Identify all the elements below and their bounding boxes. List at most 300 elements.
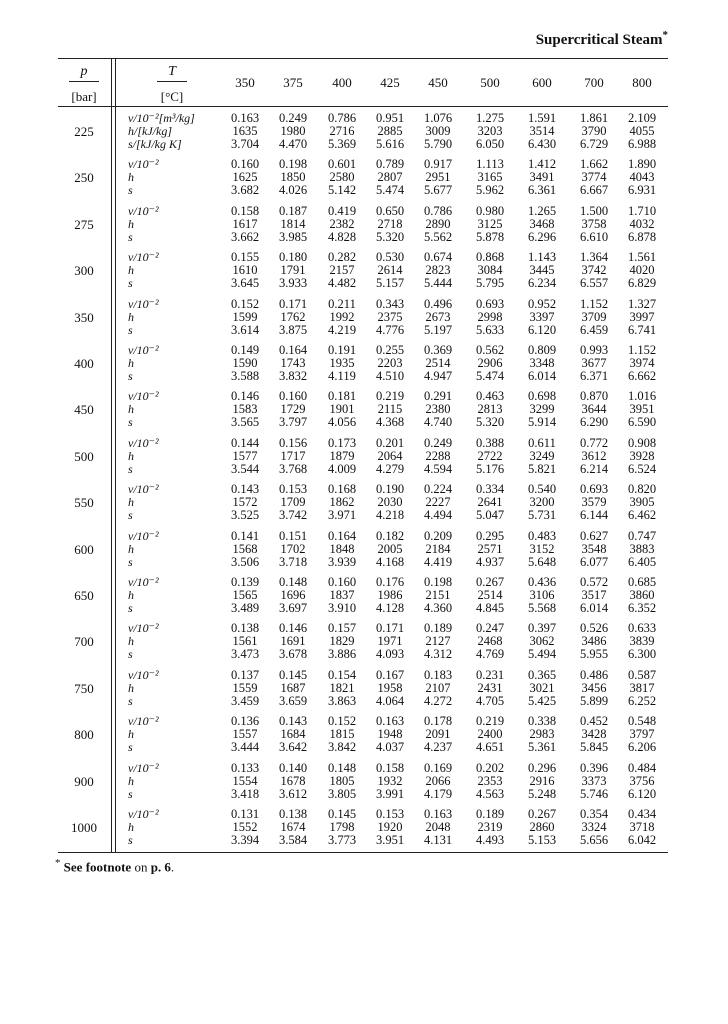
table-cell: 4.279 (375, 461, 405, 476)
table-cell: 3.886 (327, 647, 357, 662)
table-cell: 2127 (425, 634, 451, 649)
table-cell: 2673 (425, 309, 451, 324)
table-cell: 1635 (232, 124, 258, 138)
table-cell: 0.587 (627, 667, 657, 682)
table-cell: 0.952 (527, 296, 557, 311)
pressure-value: 250 (74, 170, 94, 186)
temperature-column-header: 425 (380, 75, 400, 90)
table-cell: 3790 (581, 124, 607, 138)
table-cell: 3839 (629, 634, 655, 649)
table-cell: 3.985 (278, 229, 308, 244)
table-cell: 0.434 (627, 807, 657, 821)
table-cell: 3928 (629, 448, 655, 463)
table-cell: 0.388 (475, 435, 505, 450)
table-cell: 1901 (329, 402, 355, 417)
property-label: s (128, 276, 133, 291)
table-cell: 5.878 (475, 229, 505, 244)
table-cell: 1702 (280, 541, 306, 556)
table-cell: 0.139 (230, 575, 260, 589)
table-cell: 4.470 (278, 137, 308, 151)
table-cell: 1583 (232, 402, 258, 417)
table-cell: 3.565 (230, 415, 260, 430)
table-cell: 0.917 (423, 157, 453, 172)
table-cell: 6.371 (579, 369, 609, 383)
table-cell: 0.148 (278, 575, 308, 589)
table-cell: 3.459 (230, 693, 260, 708)
table-cell: 0.674 (423, 250, 453, 265)
table-cell: 3084 (477, 263, 503, 278)
table-cell: 5.425 (527, 693, 557, 708)
table-cell: 3.418 (230, 786, 260, 801)
column-divider-left (111, 58, 112, 852)
table-cell: 3348 (529, 356, 555, 370)
table-cell: 0.149 (230, 343, 260, 357)
property-label: v/10⁻²[m³/kg] (128, 111, 195, 125)
table-cell: 1554 (232, 773, 258, 788)
table-cell: 3514 (529, 124, 555, 138)
table-cell: 2890 (425, 216, 451, 231)
table-cell: 3677 (581, 356, 607, 370)
table-cell: 3.805 (327, 786, 357, 801)
table-cell: 0.137 (230, 667, 260, 682)
table-cell: 5.142 (327, 183, 357, 198)
table-cell: 3517 (581, 588, 607, 602)
table-cell: 5.795 (475, 276, 505, 291)
table-cell: 3.773 (327, 833, 357, 847)
table-cell: 0.152 (230, 296, 260, 311)
pressure-symbol: p (80, 64, 88, 79)
table-cell: 2514 (425, 356, 451, 370)
table-cell: 3.704 (230, 137, 260, 151)
table-cell: 3.394 (230, 833, 260, 847)
property-label: v/10⁻² (128, 621, 159, 636)
table-cell: 2030 (377, 495, 403, 510)
property-label: v/10⁻² (128, 296, 159, 311)
table-cell: 0.201 (375, 435, 405, 450)
table-cell: 4.128 (375, 601, 405, 615)
table-cell: 6.524 (627, 461, 657, 476)
table-cell: 4.510 (375, 369, 405, 383)
table-cell: 0.189 (423, 621, 453, 636)
table-cell: 2107 (425, 680, 451, 695)
table-cell: 0.247 (475, 621, 505, 636)
table-cell: 2860 (529, 820, 555, 834)
table-cell: 0.463 (475, 389, 505, 404)
table-cell: 0.369 (423, 343, 453, 357)
table-cell: 2064 (377, 448, 403, 463)
table-cell: 0.168 (327, 482, 357, 497)
property-label: s (128, 369, 133, 383)
table-cell: 1691 (280, 634, 306, 649)
table-cell: 1565 (232, 588, 258, 602)
table-cell: 0.178 (423, 714, 453, 729)
table-cell: 6.234 (527, 276, 557, 291)
table-cell: 1837 (329, 588, 355, 602)
table-cell: 0.786 (327, 111, 357, 125)
table-cell: 5.157 (375, 276, 405, 291)
table-cell: 1.327 (627, 296, 657, 311)
table-cell: 1980 (280, 124, 306, 138)
table-cell: 0.436 (527, 575, 557, 589)
table-cell: 6.361 (527, 183, 557, 198)
table-cell: 1986 (377, 588, 403, 602)
property-label: s (128, 322, 133, 337)
table-cell: 0.153 (278, 482, 308, 497)
table-cell: 6.741 (627, 322, 657, 337)
table-cell: 0.209 (423, 528, 453, 543)
table-cell: 0.140 (278, 760, 308, 775)
pressure-rule (69, 81, 99, 82)
table-cell: 6.662 (627, 369, 657, 383)
table-cell: 0.157 (327, 621, 357, 636)
table-cell: 5.248 (527, 786, 557, 801)
table-cell: 2319 (477, 820, 503, 834)
table-cell: 3612 (581, 448, 607, 463)
table-cell: 2203 (377, 356, 403, 370)
table-cell: 0.191 (327, 343, 357, 357)
table-cell: 0.231 (475, 667, 505, 682)
table-cell: 0.267 (527, 807, 557, 821)
property-label: h (128, 402, 134, 417)
table-cell: 1678 (280, 773, 306, 788)
table-cell: 0.772 (579, 435, 609, 450)
table-cell: 3817 (629, 680, 655, 695)
table-cell: 3.678 (278, 647, 308, 662)
table-cell: 0.786 (423, 203, 453, 218)
table-cell: 2823 (425, 263, 451, 278)
table-cell: 0.249 (278, 111, 308, 125)
table-cell: 6.290 (579, 415, 609, 430)
table-cell: 2353 (477, 773, 503, 788)
table-cell: 6.430 (527, 137, 557, 151)
table-cell: 3491 (529, 170, 555, 185)
table-cell: 0.198 (423, 575, 453, 589)
table-cell: 2151 (425, 588, 451, 602)
table-cell: 4043 (629, 170, 655, 185)
table-cell: 0.160 (230, 157, 260, 172)
table-cell: 0.151 (278, 528, 308, 543)
table-cell: 1.561 (627, 250, 657, 265)
table-cell: 3106 (529, 588, 555, 602)
table-cell: 0.484 (627, 760, 657, 775)
table-cell: 1971 (377, 634, 403, 649)
table-cell: 0.483 (527, 528, 557, 543)
table-cell: 0.181 (327, 389, 357, 404)
footnote-middle: on (134, 859, 148, 875)
table-cell: 0.146 (230, 389, 260, 404)
table-cell: 2005 (377, 541, 403, 556)
table-cell: 5.197 (423, 322, 453, 337)
table-cell: 5.320 (475, 415, 505, 430)
table-cell: 5.361 (527, 740, 557, 755)
table-cell: 0.820 (627, 482, 657, 497)
table-cell: 3.718 (278, 554, 308, 569)
property-label: s (128, 833, 133, 847)
property-label: h (128, 216, 134, 231)
table-cell: 1696 (280, 588, 306, 602)
table-cell: 5.568 (527, 601, 557, 615)
table-cell: 0.153 (375, 807, 405, 821)
table-cell: 3486 (581, 634, 607, 649)
table-cell: 2091 (425, 727, 451, 742)
table-cell: 2571 (477, 541, 503, 556)
table-cell: 1599 (232, 309, 258, 324)
table-cell: 0.160 (278, 389, 308, 404)
property-label: v/10⁻² (128, 667, 159, 682)
table-cell: 0.224 (423, 482, 453, 497)
table-cell: 3.939 (327, 554, 357, 569)
table-cell: 0.267 (475, 575, 505, 589)
table-cell: 0.144 (230, 435, 260, 450)
pressure-unit: [bar] (71, 89, 97, 104)
table-cell: 3.842 (327, 740, 357, 755)
table-cell: 5.914 (527, 415, 557, 430)
table-cell: 0.354 (579, 807, 609, 821)
table-cell: 2227 (425, 495, 451, 510)
table-cell: 0.908 (627, 435, 657, 450)
property-label: s/[kJ/kg K] (128, 137, 182, 151)
table-cell: 4.776 (375, 322, 405, 337)
table-cell: 5.955 (579, 647, 609, 662)
table-cell: 0.295 (475, 528, 505, 543)
table-cell: 0.219 (475, 714, 505, 729)
table-cell: 0.180 (278, 250, 308, 265)
table-cell: 2375 (377, 309, 403, 324)
table-cell: 6.405 (627, 554, 657, 569)
property-label: s (128, 554, 133, 569)
table-cell: 1814 (280, 216, 306, 231)
table-cell: 1848 (329, 541, 355, 556)
table-cell: 3152 (529, 541, 555, 556)
property-label: v/10⁻² (128, 714, 159, 729)
table-cell: 0.611 (528, 435, 556, 450)
pressure-value: 450 (74, 402, 94, 418)
table-cell: 4.947 (423, 369, 453, 383)
table-cell: 3165 (477, 170, 503, 185)
table-cell: 0.698 (527, 389, 557, 404)
table-cell: 3.797 (278, 415, 308, 430)
pressure-value: 700 (74, 634, 94, 650)
table-cell: 3468 (529, 216, 555, 231)
table-cell: 0.868 (475, 250, 505, 265)
table-cell: 3299 (529, 402, 555, 417)
pressure-value: 800 (74, 727, 94, 743)
property-label: v/10⁻² (128, 157, 159, 172)
table-cell: 0.158 (375, 760, 405, 775)
table-cell: 0.163 (423, 807, 453, 821)
table-cell: 0.343 (375, 296, 405, 311)
table-cell: 0.452 (579, 714, 609, 729)
table-cell: 5.494 (527, 647, 557, 662)
table-cell: 3.544 (230, 461, 260, 476)
temperature-column-header: 375 (283, 75, 303, 90)
table-cell: 1.076 (423, 111, 453, 125)
footnote-page-ref: p. 6 (150, 859, 171, 875)
table-cell: 1.152 (627, 343, 657, 357)
table-cell: 3742 (581, 263, 607, 278)
table-cell: 3905 (629, 495, 655, 510)
table-cell: 2066 (425, 773, 451, 788)
pressure-value: 225 (74, 124, 94, 139)
table-cell: 1577 (232, 448, 258, 463)
table-cell: 0.980 (475, 203, 505, 218)
table-cell: 1561 (232, 634, 258, 649)
page-title (536, 29, 668, 49)
table-cell: 5.474 (375, 183, 405, 198)
table-cell: 1.710 (627, 203, 657, 218)
table-cell: 0.143 (230, 482, 260, 497)
table-cell: 5.845 (579, 740, 609, 755)
table-cell: 0.160 (327, 575, 357, 589)
table-cell: 3.697 (278, 601, 308, 615)
table-cell: 1.265 (527, 203, 557, 218)
table-cell: 1992 (329, 309, 355, 324)
table-cell: 0.633 (627, 621, 657, 636)
table-cell: 0.693 (579, 482, 609, 497)
table-cell: 4.093 (375, 647, 405, 662)
table-cell: 0.171 (375, 621, 405, 636)
table-cell: 3428 (581, 727, 607, 742)
table-cell: 0.143 (278, 714, 308, 729)
table-cell: 4.368 (375, 415, 405, 430)
table-cell: 0.156 (278, 435, 308, 450)
table-bottom-rule (58, 852, 668, 853)
table-cell: 2382 (329, 216, 355, 231)
table-cell: 0.255 (375, 343, 405, 357)
table-cell: 6.590 (627, 415, 657, 430)
table-cell: 4055 (629, 124, 655, 138)
table-cell: 0.627 (579, 528, 609, 543)
table-cell: 0.747 (627, 528, 657, 543)
table-cell: 0.138 (278, 807, 308, 821)
table-cell: 3.612 (278, 786, 308, 801)
table-cell: 1717 (280, 448, 306, 463)
table-cell: 3.768 (278, 461, 308, 476)
table-cell: 1920 (377, 820, 403, 834)
title-footnote-mark: * (662, 29, 668, 41)
table-cell: 3.951 (375, 833, 405, 847)
table-cell: 1729 (280, 402, 306, 417)
temperature-column-header: 800 (632, 75, 652, 90)
table-header-rule (58, 106, 668, 107)
table-cell: 1935 (329, 356, 355, 370)
pressure-value: 350 (74, 309, 94, 325)
table-cell: 2983 (529, 727, 555, 742)
table-cell: 6.557 (579, 276, 609, 291)
table-cell: 0.496 (423, 296, 453, 311)
table-cell: 0.397 (527, 621, 557, 636)
table-cell: 0.249 (423, 435, 453, 450)
table-cell: 3249 (529, 448, 555, 463)
table-cell: 4.563 (475, 786, 505, 801)
table-cell: 3951 (629, 402, 655, 417)
table-cell: 0.198 (278, 157, 308, 172)
table-cell: 6.077 (579, 554, 609, 569)
table-cell: 3.875 (278, 322, 308, 337)
table-cell: 0.183 (423, 667, 453, 682)
table-cell: 3644 (581, 402, 607, 417)
table-cell: 1.152 (579, 296, 609, 311)
table-cell: 0.163 (230, 111, 260, 125)
table-cell: 0.548 (627, 714, 657, 729)
property-label: v/10⁻² (128, 807, 159, 821)
table-cell: 0.176 (375, 575, 405, 589)
table-cell: 2641 (477, 495, 503, 510)
table-cell: 3.742 (278, 508, 308, 523)
table-cell: 0.219 (375, 389, 405, 404)
table-cell: 0.138 (230, 621, 260, 636)
temperature-column-header: 700 (584, 75, 604, 90)
table-cell: 0.189 (475, 807, 505, 821)
table-cell: 1948 (377, 727, 403, 742)
property-label: h (128, 820, 134, 834)
table-cell: 4.218 (375, 508, 405, 523)
pressure-value: 500 (74, 448, 94, 464)
table-cell: 3.863 (327, 693, 357, 708)
property-label: h (128, 170, 134, 185)
property-label: h (128, 356, 134, 370)
table-cell: 0.158 (230, 203, 260, 218)
table-cell: 6.144 (579, 508, 609, 523)
table-cell: 6.610 (579, 229, 609, 244)
table-cell: 5.899 (579, 693, 609, 708)
property-label: h (128, 448, 134, 463)
table-cell: 2400 (477, 727, 503, 742)
table-cell: 3.642 (278, 740, 308, 755)
table-cell: 0.145 (278, 667, 308, 682)
table-cell: 3397 (529, 309, 555, 324)
table-cell: 2380 (425, 402, 451, 417)
temperature-column-header: 400 (332, 75, 352, 90)
table-cell: 0.169 (423, 760, 453, 775)
table-cell: 4.179 (423, 786, 453, 801)
table-cell: 3797 (629, 727, 655, 742)
table-cell: 4.419 (423, 554, 453, 569)
property-label: s (128, 740, 133, 755)
table-cell: 3860 (629, 588, 655, 602)
table-cell: 4.026 (278, 183, 308, 198)
table-cell: 3203 (477, 124, 503, 138)
table-cell: 2951 (425, 170, 451, 185)
table-cell: 3456 (581, 680, 607, 695)
table-cell: 1557 (232, 727, 258, 742)
table-cell: 2885 (377, 124, 403, 138)
table-cell: 2184 (425, 541, 451, 556)
pressure-value: 750 (74, 680, 94, 696)
table-cell: 3974 (629, 356, 655, 370)
table-cell: 6.459 (579, 322, 609, 337)
table-cell: 1674 (280, 820, 306, 834)
table-cell: 6.462 (627, 508, 657, 523)
table-cell: 0.789 (375, 157, 405, 172)
table-cell: 0.601 (327, 157, 357, 172)
table-cell: 5.474 (475, 369, 505, 383)
table-cell: 2916 (529, 773, 555, 788)
table-cell: 6.014 (579, 601, 609, 615)
table-cell: 0.145 (327, 807, 357, 821)
temperature-column-header: 600 (532, 75, 552, 90)
property-label: h (128, 541, 134, 556)
table-cell: 4.312 (423, 647, 453, 662)
table-cell: 0.993 (579, 343, 609, 357)
table-cell: 0.562 (475, 343, 505, 357)
table-cell: 1762 (280, 309, 306, 324)
table-cell: 3758 (581, 216, 607, 231)
table-cell: 1610 (232, 263, 258, 278)
temperature-column-header: 450 (428, 75, 448, 90)
table-cell: 0.164 (278, 343, 308, 357)
table-cell: 6.931 (627, 183, 657, 198)
